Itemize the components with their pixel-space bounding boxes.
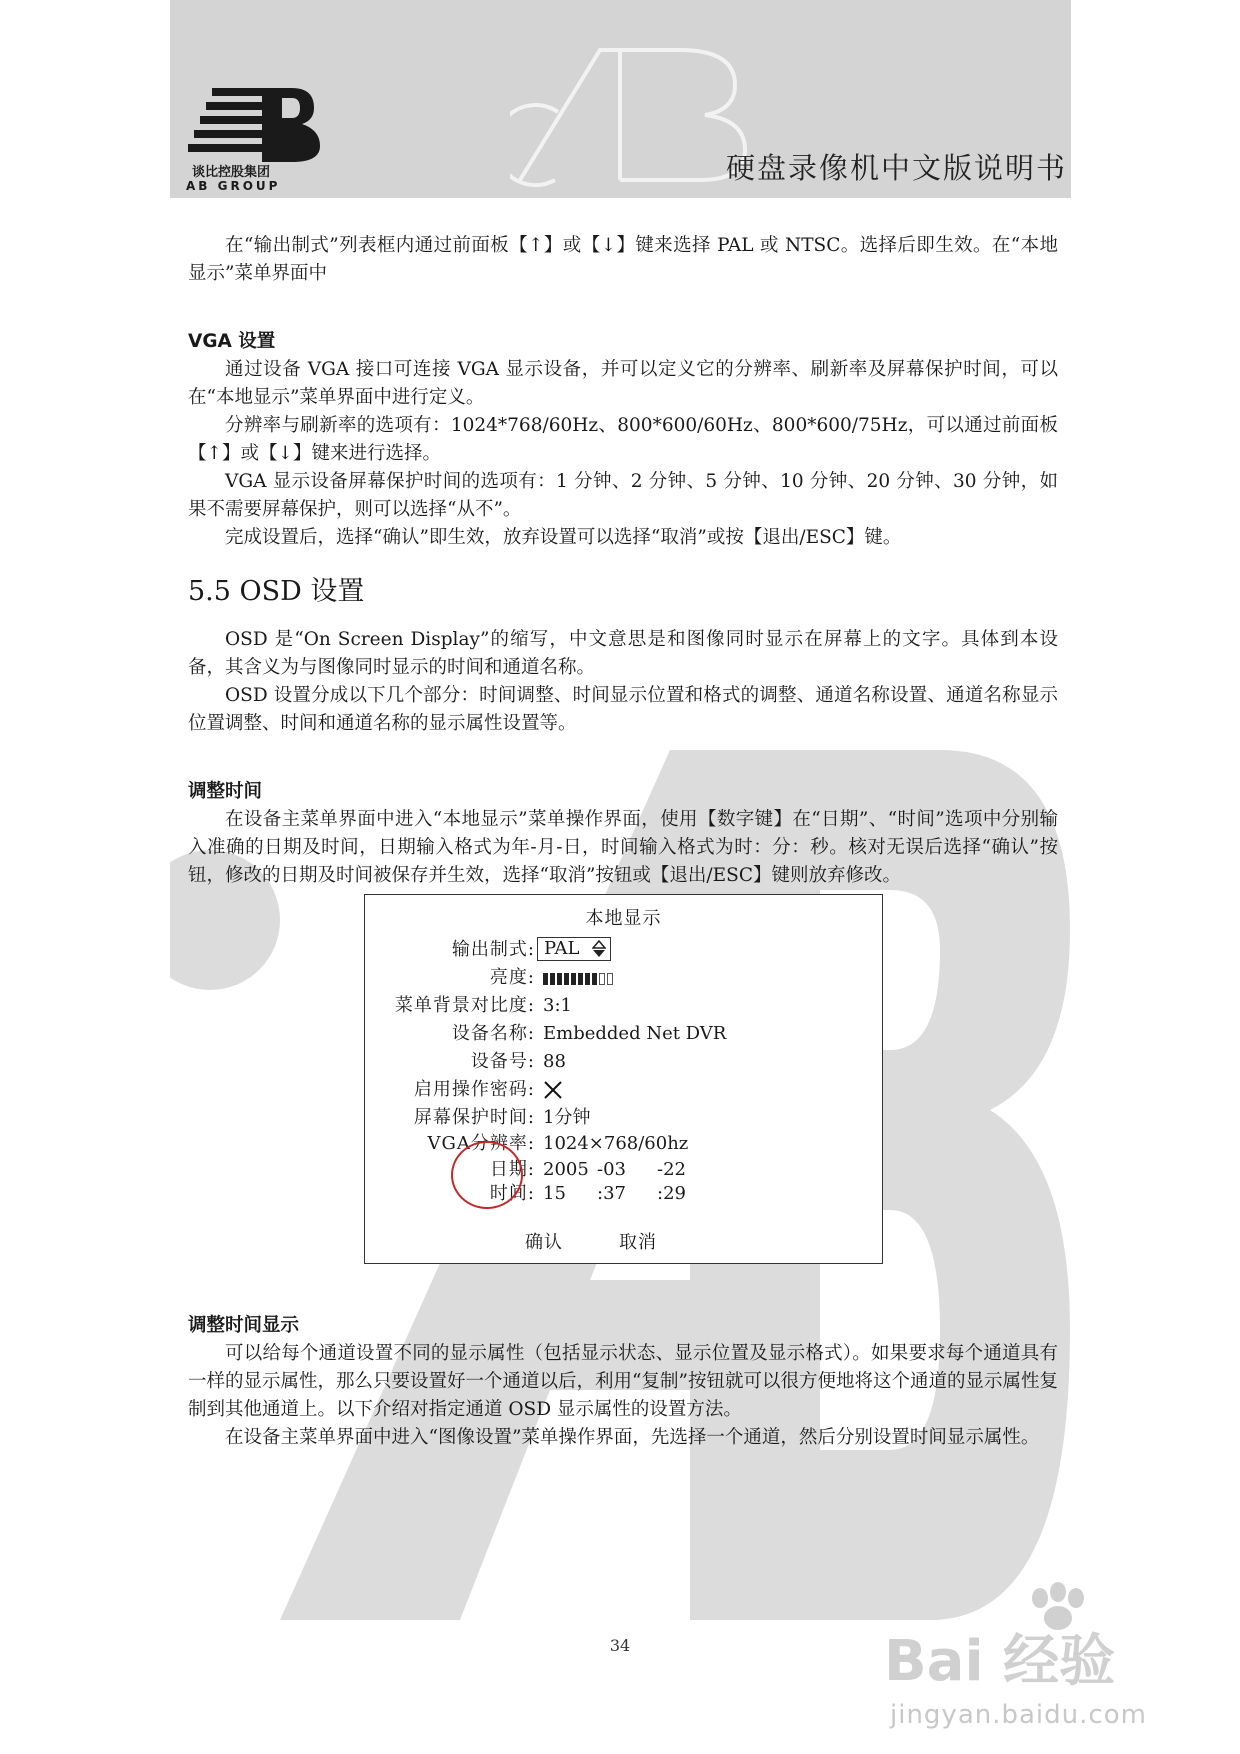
brightness-segment-filled (571, 973, 576, 985)
brightness-slider[interactable] (543, 973, 615, 985)
time-minute-field[interactable]: :37 (597, 1183, 626, 1204)
time-second-field[interactable]: :29 (657, 1183, 686, 1204)
brightness-segment-filled (543, 973, 548, 985)
brightness-segment-empty (607, 973, 613, 985)
paragraph-vga-confirm: 完成设置后，选择“确认”即生效，放弃设置可以选择“取消”或按【退出/ESC】键。 (225, 527, 902, 548)
date-label: 日期: (489, 1159, 535, 1180)
logo-text-en: AB GROUP (186, 179, 281, 192)
output-mode-value: PAL (544, 938, 580, 959)
row-time (365, 1181, 882, 1207)
cancel-button[interactable]: 取消 (619, 1232, 657, 1253)
contrast-value[interactable]: 3:1 (543, 995, 572, 1016)
password-checkbox-x-icon[interactable] (543, 1080, 563, 1100)
row-output-mode (365, 937, 882, 963)
paragraph-osd-parts: OSD 设置分成以下几个部分：时间调整、时间显示位置和格式的调整、通道名称设置、通道名称显示位置调整、时间和通道名称的显示属性设置等。 (188, 685, 1058, 734)
device-name-label: 设备名称: (451, 1023, 535, 1044)
row-device-name (365, 1021, 882, 1047)
logo-text-cn: 谈比控股集团 (192, 165, 271, 180)
baidu-url-text: jingyan.baidu.com (890, 1700, 1147, 1730)
brightness-segment-empty (599, 973, 605, 985)
page-content (188, 232, 1058, 1452)
dialog-title: 本地显示 (585, 908, 662, 929)
paragraph-vga-screensaver: VGA 显示设备屏幕保护时间的选项有：1 分钟、2 分钟、5 分钟、10 分钟、20 分钟、30 分钟，如果不需要屏幕保护，则可以选择“从不”。 (188, 471, 1058, 520)
paragraph-vga-resolution: 分辨率与刷新率的选项有：1024*768/60Hz、800*600/60Hz、800*600/75Hz，可以通过前面板【↑】或【↓】键来进行选择。 (188, 415, 1058, 464)
section-title-vga: VGA 设置 (188, 331, 276, 352)
output-mode-label: 输出制式: (451, 939, 535, 960)
screensaver-value[interactable]: 1分钟 (543, 1107, 591, 1128)
row-contrast (365, 993, 882, 1019)
row-vga-resolution (365, 1131, 882, 1157)
row-password (365, 1077, 882, 1103)
paragraph-osd-intro: OSD 是“On Screen Display”的缩写，中文意思是和图像同时显示在屏幕上的文字。具体到本设备，其含义为与图像同时显示的时间和通道名称。 (188, 629, 1058, 678)
section-title-adjust-time-display: 调整时间显示 (188, 1315, 300, 1336)
date-day-field[interactable]: -22 (657, 1159, 686, 1180)
baidu-brand-text: Bai 经验 (884, 1629, 1116, 1694)
row-device-number (365, 1049, 882, 1075)
time-hour-field[interactable]: 15 (543, 1183, 566, 1204)
section-title-adjust-time: 调整时间 (188, 781, 263, 802)
row-screensaver (365, 1105, 882, 1131)
section-heading-osd: 5.5 OSD 设置 (188, 576, 365, 607)
up-down-arrow-icon (592, 940, 606, 958)
ab-watermark-logo (510, 40, 750, 190)
time-label: 时间: (489, 1183, 535, 1204)
page-number: 34 (609, 1636, 631, 1655)
password-label: 启用操作密码: (413, 1079, 535, 1100)
local-display-dialog (364, 894, 883, 1264)
row-brightness (365, 965, 882, 991)
screensaver-label: 屏幕保护时间: (413, 1107, 535, 1128)
vga-resolution-label: VGA分辨率: (427, 1133, 535, 1154)
brightness-segment-filled (592, 973, 597, 985)
paragraph-display-attributes: 可以给每个通道设置不同的显示属性（包括显示状态、显示位置及显示格式）。如果要求每个通道具有一样的显示属性，那么只要设置好一个通道以后，利用“复制”按钮就可以很方便地将这个通道的显示属性复制到其他通道上。以下介绍对指定通道 OSD 显示属性的设置方法。 (188, 1343, 1058, 1420)
contrast-label: 菜单背景对比度: (394, 995, 535, 1016)
date-year-field[interactable]: 2005 (543, 1159, 589, 1180)
page-header (170, 0, 1071, 198)
date-month-field[interactable]: -03 (597, 1159, 626, 1180)
date-time-highlight-circle (451, 1141, 523, 1209)
paragraph-output-mode: 在“输出制式”列表框内通过前面板【↑】或【↓】键来选择 PAL 或 NTSC。选择后即生效。在“本地显示”菜单界面中 (188, 235, 1058, 284)
device-number-label: 设备号: (470, 1051, 535, 1072)
paragraph-image-settings: 在设备主菜单界面中进入“图像设置”菜单操作界面，先选择一个通道，然后分别设置时间显示属性。 (225, 1427, 1040, 1448)
device-name-field[interactable]: Embedded Net DVR (543, 1023, 727, 1044)
brightness-segment-filled (564, 973, 569, 985)
brightness-segment-filled (557, 973, 562, 985)
paragraph-vga-intro: 通过设备 VGA 接口可连接 VGA 显示设备，并可以定义它的分辨率、刷新率及屏幕保护时间，可以在“本地显示”菜单界面中进行定义。 (188, 359, 1058, 408)
vga-resolution-value[interactable]: 1024×768/60hz (543, 1133, 689, 1154)
brightness-segment-filled (578, 973, 583, 985)
ab-group-logo (182, 82, 332, 192)
brightness-label: 亮度: (489, 967, 535, 988)
confirm-button[interactable]: 确认 (525, 1232, 563, 1253)
brightness-segment-filled (550, 973, 555, 985)
manual-title: 硬盘录像机中文版说明书 (726, 151, 1068, 185)
row-date (365, 1157, 882, 1183)
device-number-field[interactable]: 88 (543, 1051, 566, 1072)
output-mode-select[interactable] (537, 937, 611, 961)
brightness-segment-filled (585, 973, 590, 985)
paragraph-adjust-time: 在设备主菜单界面中进入“本地显示”菜单操作界面，使用【数字键】在“日期”、“时间”选项中分别输入准确的日期及时间，日期输入格式为年-月-日，时间输入格式为时：分：秒。核对无误后选择“确认”按钮，修改的日期及时间被保存并生效，选择“取消”按钮或【退出/ESC】键则放弃修改。 (188, 809, 1058, 886)
